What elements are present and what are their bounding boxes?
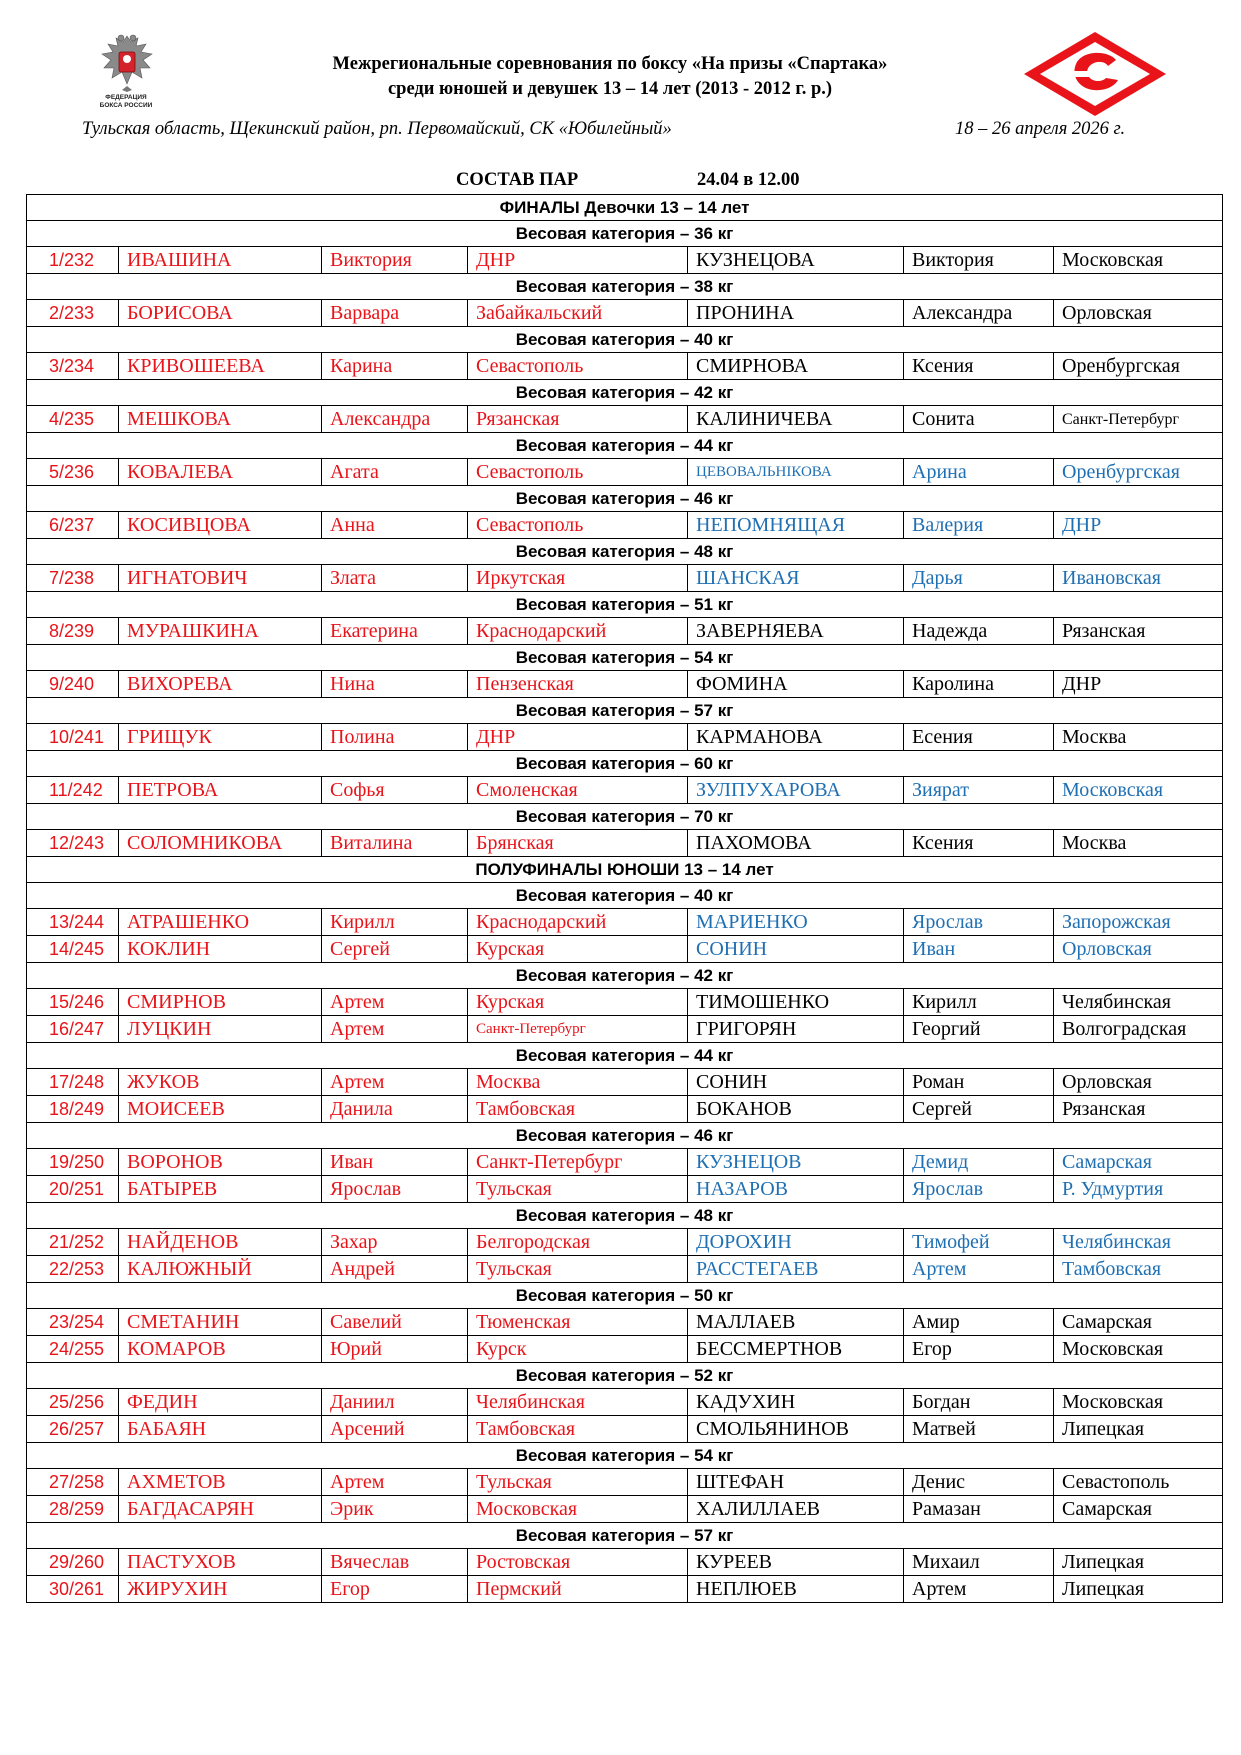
weight-category-row bbox=[27, 1363, 1223, 1389]
event-title-line1: Межрегиональные соревнования по боксу «На призы «Спартака» bbox=[332, 54, 888, 74]
red-first-name: Виталина bbox=[322, 830, 468, 857]
red-region: Пермский bbox=[468, 1576, 688, 1603]
red-surname: ПЕТРОВА bbox=[119, 777, 322, 804]
red-first-name: Даниил bbox=[322, 1389, 468, 1416]
bout-number: 8/239 bbox=[27, 618, 119, 645]
bout-number: 26/257 bbox=[27, 1416, 119, 1443]
blue-surname: МАРИЕНКО bbox=[688, 909, 904, 936]
bout-row bbox=[27, 459, 1223, 486]
blue-region: Рязанская bbox=[1054, 618, 1223, 645]
weight-category-row bbox=[27, 883, 1223, 909]
red-region: Тульская bbox=[468, 1256, 688, 1283]
red-region: Белгородская bbox=[468, 1229, 688, 1256]
red-first-name: Злата bbox=[322, 565, 468, 592]
weight-category-row bbox=[27, 645, 1223, 671]
red-first-name: Артем bbox=[322, 1016, 468, 1043]
blue-region: Москва bbox=[1054, 724, 1223, 751]
bout-number: 5/236 bbox=[27, 459, 119, 486]
blue-surname: ЦЕВОВАЛЬНIКОВА bbox=[688, 459, 904, 486]
red-surname: КАЛЮЖНЫЙ bbox=[119, 1256, 322, 1283]
pairs-heading: СОСТАВ ПАР bbox=[456, 170, 579, 190]
blue-first-name: Есения bbox=[904, 724, 1054, 751]
bout-number: 6/237 bbox=[27, 512, 119, 539]
red-first-name: Андрей bbox=[322, 1256, 468, 1283]
weight-category-label: Весовая категория – 50 кг bbox=[27, 1283, 1223, 1309]
blue-region: Севастополь bbox=[1054, 1469, 1223, 1496]
section-header-row bbox=[27, 857, 1223, 883]
red-surname: СМЕТАНИН bbox=[119, 1309, 322, 1336]
weight-category-label: Весовая категория – 44 кг bbox=[27, 1043, 1223, 1069]
red-region: Рязанская bbox=[468, 406, 688, 433]
red-surname: ВОРОНОВ bbox=[119, 1149, 322, 1176]
spartak-logo bbox=[1020, 30, 1170, 118]
blue-region: Орловская bbox=[1054, 1069, 1223, 1096]
pairs-datetime: 24.04 в 12.00 bbox=[697, 170, 800, 190]
bout-number: 23/254 bbox=[27, 1309, 119, 1336]
red-region: Брянская bbox=[468, 830, 688, 857]
blue-region: Липецкая bbox=[1054, 1576, 1223, 1603]
bout-number: 18/249 bbox=[27, 1096, 119, 1123]
red-surname: КРИВОШЕЕВА bbox=[119, 353, 322, 380]
bout-number: 3/234 bbox=[27, 353, 119, 380]
red-region: Забайкальский bbox=[468, 300, 688, 327]
red-surname: БАТЫРЕВ bbox=[119, 1176, 322, 1203]
blue-surname: ПАХОМОВА bbox=[688, 830, 904, 857]
blue-first-name: Сонита bbox=[904, 406, 1054, 433]
bout-number: 29/260 bbox=[27, 1549, 119, 1576]
bout-number: 12/243 bbox=[27, 830, 119, 857]
red-first-name: Софья bbox=[322, 777, 468, 804]
weight-category-row bbox=[27, 486, 1223, 512]
red-surname: СОЛОМНИКОВА bbox=[119, 830, 322, 857]
red-region: Краснодарский bbox=[468, 618, 688, 645]
red-first-name: Карина bbox=[322, 353, 468, 380]
blue-first-name: Ксения bbox=[904, 830, 1054, 857]
blue-surname: НЕПОМНЯЩАЯ bbox=[688, 512, 904, 539]
red-first-name: Виктория bbox=[322, 247, 468, 274]
blue-surname: СОНИН bbox=[688, 936, 904, 963]
bout-number: 28/259 bbox=[27, 1496, 119, 1523]
blue-surname: КАДУХИН bbox=[688, 1389, 904, 1416]
blue-surname: ДОРОХИН bbox=[688, 1229, 904, 1256]
red-region: Курск bbox=[468, 1336, 688, 1363]
red-first-name: Кирилл bbox=[322, 909, 468, 936]
weight-category-row bbox=[27, 804, 1223, 830]
blue-first-name: Богдан bbox=[904, 1389, 1054, 1416]
weight-category-label: Весовая категория – 36 кг bbox=[27, 221, 1223, 247]
red-region: Тульская bbox=[468, 1469, 688, 1496]
bout-number: 21/252 bbox=[27, 1229, 119, 1256]
bout-number: 11/242 bbox=[27, 777, 119, 804]
weight-category-label: Весовая категория – 46 кг bbox=[27, 486, 1223, 512]
red-first-name: Артем bbox=[322, 1069, 468, 1096]
weight-category-label: Весовая категория – 60 кг bbox=[27, 751, 1223, 777]
weight-category-row bbox=[27, 380, 1223, 406]
red-first-name: Екатерина bbox=[322, 618, 468, 645]
bout-row bbox=[27, 247, 1223, 274]
section-header: ФИНАЛЫ Девочки 13 – 14 лет bbox=[27, 195, 1223, 221]
red-region: Тамбовская bbox=[468, 1096, 688, 1123]
red-surname: СМИРНОВ bbox=[119, 989, 322, 1016]
blue-region: Запорожская bbox=[1054, 909, 1223, 936]
weight-category-label: Весовая категория – 46 кг bbox=[27, 1123, 1223, 1149]
red-first-name: Вячеслав bbox=[322, 1549, 468, 1576]
blue-region: Челябинская bbox=[1054, 1229, 1223, 1256]
blue-first-name: Демид bbox=[904, 1149, 1054, 1176]
blue-surname: СМИРНОВА bbox=[688, 353, 904, 380]
blue-region: Р. Удмуртия bbox=[1054, 1176, 1223, 1203]
red-region: Севастополь bbox=[468, 353, 688, 380]
blue-surname: МАЛЛАЕВ bbox=[688, 1309, 904, 1336]
bout-row bbox=[27, 1549, 1223, 1576]
red-surname: БАГДАСАРЯН bbox=[119, 1496, 322, 1523]
bout-number: 30/261 bbox=[27, 1576, 119, 1603]
section-header-row bbox=[27, 195, 1223, 221]
bout-number: 20/251 bbox=[27, 1176, 119, 1203]
red-region: Санкт-Петербург bbox=[468, 1149, 688, 1176]
blue-first-name: Каролина bbox=[904, 671, 1054, 698]
blue-region: Волгоградская bbox=[1054, 1016, 1223, 1043]
blue-first-name: Рамазан bbox=[904, 1496, 1054, 1523]
weight-category-row bbox=[27, 539, 1223, 565]
blue-region: Санкт-Петербург bbox=[1054, 406, 1223, 433]
weight-category-label: Весовая категория – 44 кг bbox=[27, 433, 1223, 459]
event-title bbox=[200, 52, 1020, 102]
weight-category-label: Весовая категория – 54 кг bbox=[27, 1443, 1223, 1469]
red-first-name: Иван bbox=[322, 1149, 468, 1176]
pairs-table-body bbox=[27, 195, 1223, 1603]
weight-category-row bbox=[27, 1203, 1223, 1229]
blue-surname: КУЗНЕЦОВ bbox=[688, 1149, 904, 1176]
red-region: Челябинская bbox=[468, 1389, 688, 1416]
red-first-name: Александра bbox=[322, 406, 468, 433]
blue-region: Самарская bbox=[1054, 1496, 1223, 1523]
event-dates: 18 – 26 апреля 2026 г. bbox=[955, 119, 1126, 139]
blue-first-name: Ярослав bbox=[904, 909, 1054, 936]
blue-surname: ЗУЛПУХАРОВА bbox=[688, 777, 904, 804]
bout-row bbox=[27, 300, 1223, 327]
bout-row bbox=[27, 353, 1223, 380]
bout-number: 24/255 bbox=[27, 1336, 119, 1363]
weight-category-label: Весовая категория – 48 кг bbox=[27, 539, 1223, 565]
blue-surname: КАРМАНОВА bbox=[688, 724, 904, 751]
blue-surname: СОНИН bbox=[688, 1069, 904, 1096]
blue-first-name: Амир bbox=[904, 1309, 1054, 1336]
red-first-name: Анна bbox=[322, 512, 468, 539]
weight-category-label: Весовая категория – 51 кг bbox=[27, 592, 1223, 618]
blue-surname: ГРИГОРЯН bbox=[688, 1016, 904, 1043]
federation-logo-caption: ФЕДЕРАЦИЯ БОКСА РОССИИ bbox=[99, 94, 153, 109]
blue-first-name: Георгий bbox=[904, 1016, 1054, 1043]
weight-category-row bbox=[27, 1043, 1223, 1069]
blue-surname: ЗАВЕРНЯЕВА bbox=[688, 618, 904, 645]
bout-row bbox=[27, 1576, 1223, 1603]
blue-first-name: Валерия bbox=[904, 512, 1054, 539]
blue-first-name: Артем bbox=[904, 1576, 1054, 1603]
blue-first-name: Кирилл bbox=[904, 989, 1054, 1016]
weight-category-row bbox=[27, 327, 1223, 353]
red-surname: КОСИВЦОВА bbox=[119, 512, 322, 539]
blue-surname: БОКАНОВ bbox=[688, 1096, 904, 1123]
red-first-name: Савелий bbox=[322, 1309, 468, 1336]
blue-first-name: Сергей bbox=[904, 1096, 1054, 1123]
blue-first-name: Михаил bbox=[904, 1549, 1054, 1576]
blue-region: Челябинская bbox=[1054, 989, 1223, 1016]
blue-region: Московская bbox=[1054, 1336, 1223, 1363]
weight-category-row bbox=[27, 1283, 1223, 1309]
bout-number: 14/245 bbox=[27, 936, 119, 963]
red-surname: БАБАЯН bbox=[119, 1416, 322, 1443]
blue-region: Московская bbox=[1054, 777, 1223, 804]
blue-surname: БЕССМЕРТНОВ bbox=[688, 1336, 904, 1363]
weight-category-row bbox=[27, 1523, 1223, 1549]
event-location: Тульская область, Щекинский район, рп. Первомайский, СК «Юбилейный» bbox=[82, 119, 672, 139]
red-first-name: Егор bbox=[322, 1576, 468, 1603]
blue-first-name: Ярослав bbox=[904, 1176, 1054, 1203]
weight-category-row bbox=[27, 274, 1223, 300]
weight-category-label: Весовая категория – 40 кг bbox=[27, 327, 1223, 353]
blue-region: Оренбургская bbox=[1054, 353, 1223, 380]
blue-surname: КАЛИНИЧЕВА bbox=[688, 406, 904, 433]
weight-category-row bbox=[27, 1123, 1223, 1149]
blue-first-name: Артем bbox=[904, 1256, 1054, 1283]
weight-category-label: Весовая категория – 38 кг bbox=[27, 274, 1223, 300]
red-first-name: Ярослав bbox=[322, 1176, 468, 1203]
bout-row bbox=[27, 512, 1223, 539]
bout-row bbox=[27, 1176, 1223, 1203]
bout-row bbox=[27, 830, 1223, 857]
red-first-name: Артем bbox=[322, 1469, 468, 1496]
red-region: ДНР bbox=[468, 724, 688, 751]
bout-row bbox=[27, 777, 1223, 804]
bout-number: 19/250 bbox=[27, 1149, 119, 1176]
bout-row bbox=[27, 1389, 1223, 1416]
blue-first-name: Александра bbox=[904, 300, 1054, 327]
red-first-name: Нина bbox=[322, 671, 468, 698]
red-surname: НАЙДЕНОВ bbox=[119, 1229, 322, 1256]
bout-number: 25/256 bbox=[27, 1389, 119, 1416]
blue-first-name: Надежда bbox=[904, 618, 1054, 645]
red-surname: МУРАШКИНА bbox=[119, 618, 322, 645]
blue-region: Орловская bbox=[1054, 300, 1223, 327]
bout-row bbox=[27, 1096, 1223, 1123]
bout-number: 15/246 bbox=[27, 989, 119, 1016]
bout-number: 16/247 bbox=[27, 1016, 119, 1043]
weight-category-row bbox=[27, 963, 1223, 989]
red-first-name: Захар bbox=[322, 1229, 468, 1256]
red-first-name: Эрик bbox=[322, 1496, 468, 1523]
blue-surname: СМОЛЬЯНИНОВ bbox=[688, 1416, 904, 1443]
weight-category-row bbox=[27, 751, 1223, 777]
red-first-name: Арсений bbox=[322, 1416, 468, 1443]
blue-first-name: Зиярат bbox=[904, 777, 1054, 804]
red-first-name: Юрий bbox=[322, 1336, 468, 1363]
weight-category-row bbox=[27, 1443, 1223, 1469]
red-region: Курская bbox=[468, 936, 688, 963]
red-region: ДНР bbox=[468, 247, 688, 274]
bout-number: 1/232 bbox=[27, 247, 119, 274]
bout-row bbox=[27, 1069, 1223, 1096]
bout-number: 10/241 bbox=[27, 724, 119, 751]
blue-surname: КУРЕЕВ bbox=[688, 1549, 904, 1576]
blue-first-name: Тимофей bbox=[904, 1229, 1054, 1256]
red-region: Тюменская bbox=[468, 1309, 688, 1336]
weight-category-label: Весовая категория – 70 кг bbox=[27, 804, 1223, 830]
bout-row bbox=[27, 909, 1223, 936]
red-region: Краснодарский bbox=[468, 909, 688, 936]
bout-number: 27/258 bbox=[27, 1469, 119, 1496]
red-region: Севастополь bbox=[468, 459, 688, 486]
red-surname: МОИСЕЕВ bbox=[119, 1096, 322, 1123]
red-surname: ИГНАТОВИЧ bbox=[119, 565, 322, 592]
blue-region: Оренбургская bbox=[1054, 459, 1223, 486]
red-first-name: Сергей bbox=[322, 936, 468, 963]
weight-category-label: Весовая категория – 54 кг bbox=[27, 645, 1223, 671]
red-region: Тамбовская bbox=[468, 1416, 688, 1443]
blue-surname: ШТЕФАН bbox=[688, 1469, 904, 1496]
bout-row bbox=[27, 724, 1223, 751]
weight-category-label: Весовая категория – 42 кг bbox=[27, 380, 1223, 406]
red-region: Тульская bbox=[468, 1176, 688, 1203]
blue-region: Московская bbox=[1054, 247, 1223, 274]
red-surname: ЖИРУХИН bbox=[119, 1576, 322, 1603]
bout-row bbox=[27, 618, 1223, 645]
bout-row bbox=[27, 1309, 1223, 1336]
blue-surname: ПРОНИНА bbox=[688, 300, 904, 327]
weight-category-label: Весовая категория – 40 кг bbox=[27, 883, 1223, 909]
blue-first-name: Арина bbox=[904, 459, 1054, 486]
red-first-name: Артем bbox=[322, 989, 468, 1016]
red-surname: ГРИЩУК bbox=[119, 724, 322, 751]
bout-row bbox=[27, 1016, 1223, 1043]
red-first-name: Данила bbox=[322, 1096, 468, 1123]
blue-region: Тамбовская bbox=[1054, 1256, 1223, 1283]
bout-row bbox=[27, 1149, 1223, 1176]
blue-region: Самарская bbox=[1054, 1309, 1223, 1336]
section-header: ПОЛУФИНАЛЫ ЮНОШИ 13 – 14 лет bbox=[27, 857, 1223, 883]
red-surname: ВИХОРЕВА bbox=[119, 671, 322, 698]
weight-category-label: Весовая категория – 57 кг bbox=[27, 698, 1223, 724]
blue-region: ДНР bbox=[1054, 671, 1223, 698]
bout-number: 7/238 bbox=[27, 565, 119, 592]
weight-category-row bbox=[27, 698, 1223, 724]
blue-region: Самарская bbox=[1054, 1149, 1223, 1176]
blue-region: Липецкая bbox=[1054, 1416, 1223, 1443]
red-surname: БОРИСОВА bbox=[119, 300, 322, 327]
blue-surname: ХАЛИЛЛАЕВ bbox=[688, 1496, 904, 1523]
blue-region: Орловская bbox=[1054, 936, 1223, 963]
event-title-line2: среди юношей и девушек 13 – 14 лет (2013 - 2012 г. р.) bbox=[387, 79, 833, 99]
red-region: Москва bbox=[468, 1069, 688, 1096]
blue-first-name: Денис bbox=[904, 1469, 1054, 1496]
blue-region: Московская bbox=[1054, 1389, 1223, 1416]
weight-category-row bbox=[27, 433, 1223, 459]
bout-row bbox=[27, 671, 1223, 698]
red-surname: АХМЕТОВ bbox=[119, 1469, 322, 1496]
red-region: Севастополь bbox=[468, 512, 688, 539]
red-region: Смоленская bbox=[468, 777, 688, 804]
red-region: Курская bbox=[468, 989, 688, 1016]
bout-number: 2/233 bbox=[27, 300, 119, 327]
blue-region: Ивановская bbox=[1054, 565, 1223, 592]
bout-number: 13/244 bbox=[27, 909, 119, 936]
bout-row bbox=[27, 989, 1223, 1016]
bout-row bbox=[27, 1336, 1223, 1363]
bout-row bbox=[27, 1496, 1223, 1523]
weight-category-row bbox=[27, 221, 1223, 247]
red-surname: МЕШКОВА bbox=[119, 406, 322, 433]
weight-category-row bbox=[27, 592, 1223, 618]
blue-region: Москва bbox=[1054, 830, 1223, 857]
red-surname: ЖУКОВ bbox=[119, 1069, 322, 1096]
weight-category-label: Весовая категория – 57 кг bbox=[27, 1523, 1223, 1549]
blue-surname: ШАНСКАЯ bbox=[688, 565, 904, 592]
red-region: Ростовская bbox=[468, 1549, 688, 1576]
bout-number: 9/240 bbox=[27, 671, 119, 698]
bout-row bbox=[27, 406, 1223, 433]
red-region: Санкт-Петербург bbox=[468, 1016, 688, 1043]
bout-row bbox=[27, 565, 1223, 592]
weight-category-label: Весовая категория – 52 кг bbox=[27, 1363, 1223, 1389]
bout-number: 22/253 bbox=[27, 1256, 119, 1283]
red-surname: ПАСТУХОВ bbox=[119, 1549, 322, 1576]
blue-surname: КУЗНЕЦОВА bbox=[688, 247, 904, 274]
bout-number: 4/235 bbox=[27, 406, 119, 433]
red-region: Пензенская bbox=[468, 671, 688, 698]
red-first-name: Полина bbox=[322, 724, 468, 751]
red-first-name: Агата bbox=[322, 459, 468, 486]
blue-surname: ТИМОШЕНКО bbox=[688, 989, 904, 1016]
red-region: Иркутская bbox=[468, 565, 688, 592]
blue-first-name: Ксения bbox=[904, 353, 1054, 380]
pairs-table bbox=[26, 194, 1223, 1603]
blue-region: Рязанская bbox=[1054, 1096, 1223, 1123]
blue-region: ДНР bbox=[1054, 512, 1223, 539]
red-surname: КОВАЛЕВА bbox=[119, 459, 322, 486]
bout-row bbox=[27, 1469, 1223, 1496]
weight-category-label: Весовая категория – 48 кг bbox=[27, 1203, 1223, 1229]
blue-first-name: Дарья bbox=[904, 565, 1054, 592]
red-first-name: Варвара bbox=[322, 300, 468, 327]
blue-first-name: Матвей bbox=[904, 1416, 1054, 1443]
red-surname: ФЕДИН bbox=[119, 1389, 322, 1416]
blue-region: Липецкая bbox=[1054, 1549, 1223, 1576]
red-surname: КОКЛИН bbox=[119, 936, 322, 963]
blue-first-name: Виктория bbox=[904, 247, 1054, 274]
bout-row bbox=[27, 1229, 1223, 1256]
blue-surname: ФОМИНА bbox=[688, 671, 904, 698]
red-surname: КОМАРОВ bbox=[119, 1336, 322, 1363]
bout-row bbox=[27, 1416, 1223, 1443]
red-surname: АТРАШЕНКО bbox=[119, 909, 322, 936]
red-region: Московская bbox=[468, 1496, 688, 1523]
blue-first-name: Иван bbox=[904, 936, 1054, 963]
blue-surname: РАССТЕГАЕВ bbox=[688, 1256, 904, 1283]
bout-row bbox=[27, 1256, 1223, 1283]
red-surname: ИВАШИНА bbox=[119, 247, 322, 274]
blue-surname: НАЗАРОВ bbox=[688, 1176, 904, 1203]
bout-row bbox=[27, 936, 1223, 963]
red-surname: ЛУЦКИН bbox=[119, 1016, 322, 1043]
weight-category-label: Весовая категория – 42 кг bbox=[27, 963, 1223, 989]
blue-first-name: Роман bbox=[904, 1069, 1054, 1096]
blue-surname: НЕПЛЮЕВ bbox=[688, 1576, 904, 1603]
bout-number: 17/248 bbox=[27, 1069, 119, 1096]
blue-first-name: Егор bbox=[904, 1336, 1054, 1363]
